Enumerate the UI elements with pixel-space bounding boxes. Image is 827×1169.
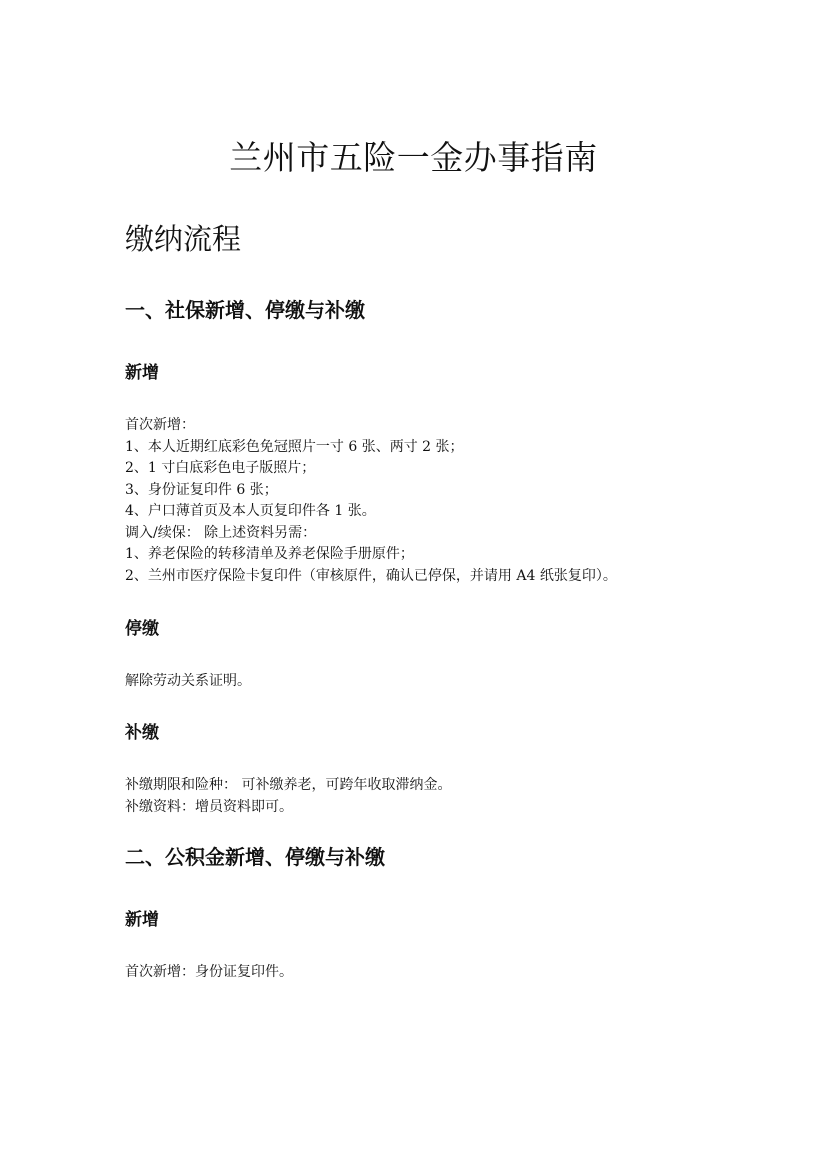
text-line: 2、兰州市医疗保险卡复印件（审核原件，确认已停保，并请用 A4 纸张复印）。	[125, 567, 617, 584]
text-line: 补缴期限和险种： 可补缴养老，可跨年收取滞纳金。	[125, 777, 452, 793]
text-line: 解除劳动关系证明。	[125, 673, 251, 689]
text-line: 4、户口薄首页及本人页复印件各 1 张。	[125, 503, 376, 519]
text-line: 2、1 寸白底彩色电子版照片；	[125, 460, 316, 476]
text-line: 1、养老保险的转移清单及养老保险手册原件；	[125, 546, 414, 562]
text-line: 补缴资料：增员资料即可。	[125, 798, 293, 815]
text-line: 首次新增：	[125, 417, 195, 433]
subsection-heading-backpay: 补缴	[125, 723, 159, 743]
text-line: 3、身份证复印件 6 张；	[125, 481, 278, 498]
subsection-heading-stop: 停缴	[125, 619, 159, 639]
paragraph-backpay-requirements	[125, 775, 725, 818]
paragraph-add-requirements	[125, 415, 725, 587]
paragraph-stop-requirements	[125, 671, 725, 693]
section-heading-social-insurance: 一、社保新增、停缴与补缴	[125, 298, 365, 322]
section-heading-housing-fund: 二、公积金新增、停缴与补缴	[125, 845, 385, 869]
chapter-heading: 缴纳流程	[125, 222, 242, 256]
subsection-heading-add: 新增	[125, 363, 159, 383]
subsection-heading-fund-add: 新增	[125, 910, 159, 930]
text-line: 首次新增：身份证复印件。	[125, 964, 293, 980]
text-line: 1、本人近期红底彩色免冠照片一寸 6 张、两寸 2 张；	[125, 438, 464, 455]
document-title: 兰州市五险一金办事指南	[229, 138, 598, 177]
text-line: 调入/续保： 除上述资料另需：	[125, 524, 317, 541]
paragraph-fund-add-requirements	[125, 962, 725, 984]
